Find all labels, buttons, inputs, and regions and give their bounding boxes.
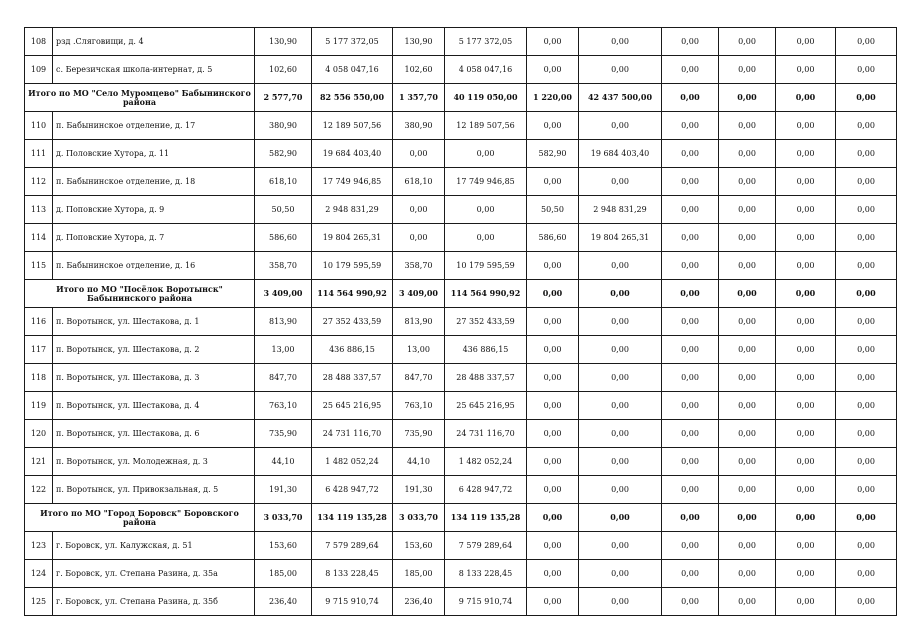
value-cell: 0,00 [527, 504, 579, 532]
value-cell: 0,00 [527, 364, 579, 392]
table-row [25, 392, 897, 420]
value-cell: 185,00 [255, 560, 312, 588]
value-cell: 0,00 [719, 196, 776, 224]
row-number: 118 [25, 364, 53, 392]
value-cell: 0,00 [662, 28, 719, 56]
value-cell: 19 684 403,40 [579, 140, 662, 168]
value-cell: 82 556 550,00 [312, 84, 393, 112]
table-row [25, 28, 897, 56]
value-cell: 1 357,70 [393, 84, 445, 112]
value-cell: 0,00 [836, 364, 897, 392]
subtotal-label: Итого по МО "Посёлок Воротынск" Бабынинского района [25, 280, 255, 308]
value-cell: 0,00 [527, 588, 579, 616]
value-cell: 28 488 337,57 [312, 364, 393, 392]
value-cell: 0,00 [719, 280, 776, 308]
value-cell: 0,00 [527, 280, 579, 308]
value-cell: 618,10 [255, 168, 312, 196]
value-cell: 0,00 [776, 476, 836, 504]
table-row [25, 560, 897, 588]
value-cell: 0,00 [836, 448, 897, 476]
value-cell: 735,90 [393, 420, 445, 448]
value-cell: 0,00 [662, 280, 719, 308]
value-cell: 3 033,70 [393, 504, 445, 532]
value-cell: 13,00 [393, 336, 445, 364]
value-cell: 50,50 [255, 196, 312, 224]
value-cell: 27 352 433,59 [445, 308, 527, 336]
value-cell: 847,70 [255, 364, 312, 392]
value-cell: 0,00 [719, 84, 776, 112]
value-cell: 0,00 [836, 140, 897, 168]
value-cell: 0,00 [776, 140, 836, 168]
value-cell: 0,00 [527, 168, 579, 196]
value-cell: 0,00 [776, 560, 836, 588]
value-cell: 0,00 [662, 504, 719, 532]
value-cell: 0,00 [445, 140, 527, 168]
value-cell: 0,00 [776, 308, 836, 336]
value-cell: 0,00 [719, 392, 776, 420]
value-cell: 0,00 [579, 448, 662, 476]
value-cell: 0,00 [527, 476, 579, 504]
value-cell: 0,00 [776, 336, 836, 364]
table-row [25, 112, 897, 140]
value-cell: 0,00 [579, 28, 662, 56]
value-cell: 114 564 990,92 [312, 280, 393, 308]
row-number: 110 [25, 112, 53, 140]
value-cell: 24 731 116,70 [312, 420, 393, 448]
value-cell: 0,00 [836, 392, 897, 420]
value-cell: 0,00 [776, 28, 836, 56]
value-cell: 0,00 [527, 560, 579, 588]
value-cell: 0,00 [527, 532, 579, 560]
value-cell: 134 119 135,28 [445, 504, 527, 532]
value-cell: 0,00 [662, 448, 719, 476]
row-number: 122 [25, 476, 53, 504]
table-row [25, 168, 897, 196]
value-cell: 0,00 [527, 56, 579, 84]
row-number: 114 [25, 224, 53, 252]
address-cell: п. Воротынск, ул. Шестакова, д. 2 [53, 336, 255, 364]
value-cell: 0,00 [579, 392, 662, 420]
address-cell: д. Поповские Хутора, д. 7 [53, 224, 255, 252]
value-cell: 0,00 [579, 560, 662, 588]
table-row [25, 56, 897, 84]
value-cell: 0,00 [662, 56, 719, 84]
value-cell: 0,00 [662, 252, 719, 280]
value-cell: 0,00 [719, 252, 776, 280]
value-cell: 0,00 [776, 420, 836, 448]
value-cell: 436 886,15 [445, 336, 527, 364]
value-cell: 0,00 [527, 448, 579, 476]
value-cell: 380,90 [393, 112, 445, 140]
value-cell: 0,00 [776, 364, 836, 392]
value-cell: 0,00 [579, 112, 662, 140]
value-cell: 0,00 [662, 420, 719, 448]
value-cell: 0,00 [662, 392, 719, 420]
value-cell: 358,70 [255, 252, 312, 280]
value-cell: 0,00 [719, 56, 776, 84]
table-row [25, 476, 897, 504]
subtotal-row [25, 504, 897, 532]
value-cell: 0,00 [662, 196, 719, 224]
table-row [25, 588, 897, 616]
value-cell: 0,00 [776, 168, 836, 196]
value-cell: 0,00 [719, 168, 776, 196]
value-cell: 0,00 [836, 168, 897, 196]
value-cell: 813,90 [255, 308, 312, 336]
address-cell: п. Воротынск, ул. Молодежная, д. 3 [53, 448, 255, 476]
address-cell: д. Поповские Хутора, д. 9 [53, 196, 255, 224]
row-number: 111 [25, 140, 53, 168]
value-cell: 0,00 [836, 224, 897, 252]
value-cell: 3 409,00 [255, 280, 312, 308]
row-number: 109 [25, 56, 53, 84]
value-cell: 7 579 289,64 [445, 532, 527, 560]
value-cell: 9 715 910,74 [312, 588, 393, 616]
value-cell: 0,00 [719, 532, 776, 560]
subtotal-row [25, 84, 897, 112]
value-cell: 0,00 [776, 532, 836, 560]
value-cell: 0,00 [719, 420, 776, 448]
value-cell: 0,00 [836, 28, 897, 56]
value-cell: 1 220,00 [527, 84, 579, 112]
value-cell: 6 428 947,72 [312, 476, 393, 504]
table-row [25, 252, 897, 280]
value-cell: 0,00 [393, 224, 445, 252]
value-cell: 27 352 433,59 [312, 308, 393, 336]
address-cell: п. Воротынск, ул. Шестакова, д. 3 [53, 364, 255, 392]
value-cell: 0,00 [579, 280, 662, 308]
value-cell: 0,00 [393, 140, 445, 168]
value-cell: 0,00 [776, 448, 836, 476]
value-cell: 0,00 [662, 364, 719, 392]
value-cell: 0,00 [719, 308, 776, 336]
value-cell: 0,00 [719, 364, 776, 392]
value-cell: 0,00 [445, 196, 527, 224]
value-cell: 0,00 [836, 476, 897, 504]
value-cell: 9 715 910,74 [445, 588, 527, 616]
housing-register-table [24, 27, 897, 616]
value-cell: 586,60 [255, 224, 312, 252]
table-row [25, 196, 897, 224]
value-cell: 0,00 [662, 84, 719, 112]
value-cell: 130,90 [255, 28, 312, 56]
value-cell: 24 731 116,70 [445, 420, 527, 448]
table-row [25, 140, 897, 168]
value-cell: 5 177 372,05 [445, 28, 527, 56]
value-cell: 735,90 [255, 420, 312, 448]
value-cell: 0,00 [527, 28, 579, 56]
value-cell: 0,00 [836, 196, 897, 224]
value-cell: 8 133 228,45 [312, 560, 393, 588]
value-cell: 153,60 [255, 532, 312, 560]
row-number: 112 [25, 168, 53, 196]
row-number: 121 [25, 448, 53, 476]
value-cell: 5 177 372,05 [312, 28, 393, 56]
value-cell: 0,00 [579, 252, 662, 280]
value-cell: 0,00 [662, 140, 719, 168]
value-cell: 1 482 052,24 [445, 448, 527, 476]
value-cell: 0,00 [662, 168, 719, 196]
value-cell: 0,00 [836, 84, 897, 112]
row-number: 113 [25, 196, 53, 224]
value-cell: 3 409,00 [393, 280, 445, 308]
value-cell: 10 179 595,59 [312, 252, 393, 280]
value-cell: 0,00 [662, 476, 719, 504]
row-number: 123 [25, 532, 53, 560]
value-cell: 3 033,70 [255, 504, 312, 532]
value-cell: 0,00 [579, 168, 662, 196]
value-cell: 102,60 [255, 56, 312, 84]
address-cell: п. Воротынск, ул. Шестакова, д. 1 [53, 308, 255, 336]
value-cell: 0,00 [579, 308, 662, 336]
value-cell: 236,40 [255, 588, 312, 616]
value-cell: 0,00 [836, 560, 897, 588]
row-number: 124 [25, 560, 53, 588]
value-cell: 191,30 [393, 476, 445, 504]
value-cell: 19 684 403,40 [312, 140, 393, 168]
subtotal-label: Итого по МО "Город Боровск" Боровского района [25, 504, 255, 532]
value-cell: 42 437 500,00 [579, 84, 662, 112]
value-cell: 436 886,15 [312, 336, 393, 364]
value-cell: 0,00 [776, 504, 836, 532]
value-cell: 7 579 289,64 [312, 532, 393, 560]
value-cell: 0,00 [776, 392, 836, 420]
value-cell: 0,00 [836, 504, 897, 532]
value-cell: 0,00 [719, 140, 776, 168]
value-cell: 12 189 507,56 [445, 112, 527, 140]
row-number: 117 [25, 336, 53, 364]
value-cell: 586,60 [527, 224, 579, 252]
value-cell: 582,90 [255, 140, 312, 168]
value-cell: 50,50 [527, 196, 579, 224]
subtotal-label: Итого по МО "Село Муромцево" Бабынинского района [25, 84, 255, 112]
value-cell: 236,40 [393, 588, 445, 616]
value-cell: 0,00 [719, 560, 776, 588]
address-cell: с. Березичская школа-интернат, д. 5 [53, 56, 255, 84]
address-cell: п. Бабынинское отделение, д. 18 [53, 168, 255, 196]
value-cell: 17 749 946,85 [312, 168, 393, 196]
value-cell: 130,90 [393, 28, 445, 56]
value-cell: 13,00 [255, 336, 312, 364]
value-cell: 0,00 [719, 112, 776, 140]
value-cell: 0,00 [719, 224, 776, 252]
value-cell: 191,30 [255, 476, 312, 504]
value-cell: 12 189 507,56 [312, 112, 393, 140]
address-cell: г. Боровск, ул. Степана Разина, д. 35б [53, 588, 255, 616]
value-cell: 0,00 [719, 336, 776, 364]
value-cell: 19 804 265,31 [312, 224, 393, 252]
value-cell: 0,00 [527, 392, 579, 420]
value-cell: 0,00 [836, 252, 897, 280]
value-cell: 0,00 [579, 588, 662, 616]
value-cell: 0,00 [776, 280, 836, 308]
value-cell: 380,90 [255, 112, 312, 140]
value-cell: 358,70 [393, 252, 445, 280]
value-cell: 0,00 [579, 476, 662, 504]
value-cell: 813,90 [393, 308, 445, 336]
row-number: 125 [25, 588, 53, 616]
value-cell: 2 577,70 [255, 84, 312, 112]
value-cell: 0,00 [719, 28, 776, 56]
value-cell: 582,90 [527, 140, 579, 168]
value-cell: 763,10 [393, 392, 445, 420]
value-cell: 847,70 [393, 364, 445, 392]
address-cell: рзд .Сляговищи, д. 4 [53, 28, 255, 56]
value-cell: 0,00 [836, 280, 897, 308]
value-cell: 0,00 [776, 224, 836, 252]
value-cell: 0,00 [527, 336, 579, 364]
table-row [25, 364, 897, 392]
value-cell: 0,00 [776, 56, 836, 84]
address-cell: п. Бабынинское отделение, д. 17 [53, 112, 255, 140]
value-cell: 0,00 [836, 336, 897, 364]
value-cell: 0,00 [393, 196, 445, 224]
table-row [25, 420, 897, 448]
value-cell: 0,00 [579, 56, 662, 84]
value-cell: 0,00 [662, 112, 719, 140]
row-number: 116 [25, 308, 53, 336]
value-cell: 0,00 [836, 308, 897, 336]
value-cell: 17 749 946,85 [445, 168, 527, 196]
value-cell: 153,60 [393, 532, 445, 560]
value-cell: 0,00 [662, 532, 719, 560]
value-cell: 28 488 337,57 [445, 364, 527, 392]
value-cell: 134 119 135,28 [312, 504, 393, 532]
value-cell: 1 482 052,24 [312, 448, 393, 476]
value-cell: 25 645 216,95 [445, 392, 527, 420]
address-cell: д. Половские Хутора, д. 11 [53, 140, 255, 168]
value-cell: 0,00 [776, 196, 836, 224]
table-body [25, 28, 897, 616]
value-cell: 0,00 [836, 420, 897, 448]
row-number: 120 [25, 420, 53, 448]
table-row [25, 336, 897, 364]
value-cell: 0,00 [662, 308, 719, 336]
value-cell: 114 564 990,92 [445, 280, 527, 308]
value-cell: 6 428 947,72 [445, 476, 527, 504]
value-cell: 0,00 [836, 112, 897, 140]
value-cell: 0,00 [527, 420, 579, 448]
value-cell: 19 804 265,31 [579, 224, 662, 252]
value-cell: 25 645 216,95 [312, 392, 393, 420]
address-cell: п. Воротынск, ул. Шестакова, д. 4 [53, 392, 255, 420]
value-cell: 8 133 228,45 [445, 560, 527, 588]
value-cell: 0,00 [719, 476, 776, 504]
value-cell: 0,00 [527, 252, 579, 280]
value-cell: 0,00 [527, 112, 579, 140]
value-cell: 10 179 595,59 [445, 252, 527, 280]
subtotal-row [25, 280, 897, 308]
value-cell: 44,10 [255, 448, 312, 476]
row-number: 119 [25, 392, 53, 420]
value-cell: 0,00 [579, 364, 662, 392]
value-cell: 0,00 [579, 504, 662, 532]
value-cell: 0,00 [776, 84, 836, 112]
value-cell: 2 948 831,29 [579, 196, 662, 224]
value-cell: 0,00 [445, 224, 527, 252]
value-cell: 0,00 [662, 336, 719, 364]
value-cell: 763,10 [255, 392, 312, 420]
value-cell: 0,00 [836, 532, 897, 560]
value-cell: 0,00 [662, 560, 719, 588]
value-cell: 0,00 [579, 532, 662, 560]
value-cell: 0,00 [719, 504, 776, 532]
table-row [25, 224, 897, 252]
value-cell: 0,00 [776, 588, 836, 616]
value-cell: 0,00 [579, 420, 662, 448]
table-row [25, 308, 897, 336]
value-cell: 0,00 [776, 112, 836, 140]
table-row [25, 532, 897, 560]
value-cell: 0,00 [836, 588, 897, 616]
value-cell: 102,60 [393, 56, 445, 84]
value-cell: 4 058 047,16 [445, 56, 527, 84]
address-cell: п. Воротынск, ул. Привокзальная, д. 5 [53, 476, 255, 504]
value-cell: 185,00 [393, 560, 445, 588]
value-cell: 4 058 047,16 [312, 56, 393, 84]
row-number: 108 [25, 28, 53, 56]
value-cell: 0,00 [719, 588, 776, 616]
value-cell: 618,10 [393, 168, 445, 196]
value-cell: 44,10 [393, 448, 445, 476]
value-cell: 0,00 [527, 308, 579, 336]
value-cell: 2 948 831,29 [312, 196, 393, 224]
row-number: 115 [25, 252, 53, 280]
value-cell: 40 119 050,00 [445, 84, 527, 112]
value-cell: 0,00 [579, 336, 662, 364]
address-cell: п. Воротынск, ул. Шестакова, д. 6 [53, 420, 255, 448]
address-cell: г. Боровск, ул. Степана Разина, д. 35а [53, 560, 255, 588]
value-cell: 0,00 [836, 56, 897, 84]
value-cell: 0,00 [719, 448, 776, 476]
address-cell: г. Боровск, ул. Калужская, д. 51 [53, 532, 255, 560]
value-cell: 0,00 [662, 588, 719, 616]
value-cell: 0,00 [776, 252, 836, 280]
address-cell: п. Бабынинское отделение, д. 16 [53, 252, 255, 280]
table-row [25, 448, 897, 476]
value-cell: 0,00 [662, 224, 719, 252]
